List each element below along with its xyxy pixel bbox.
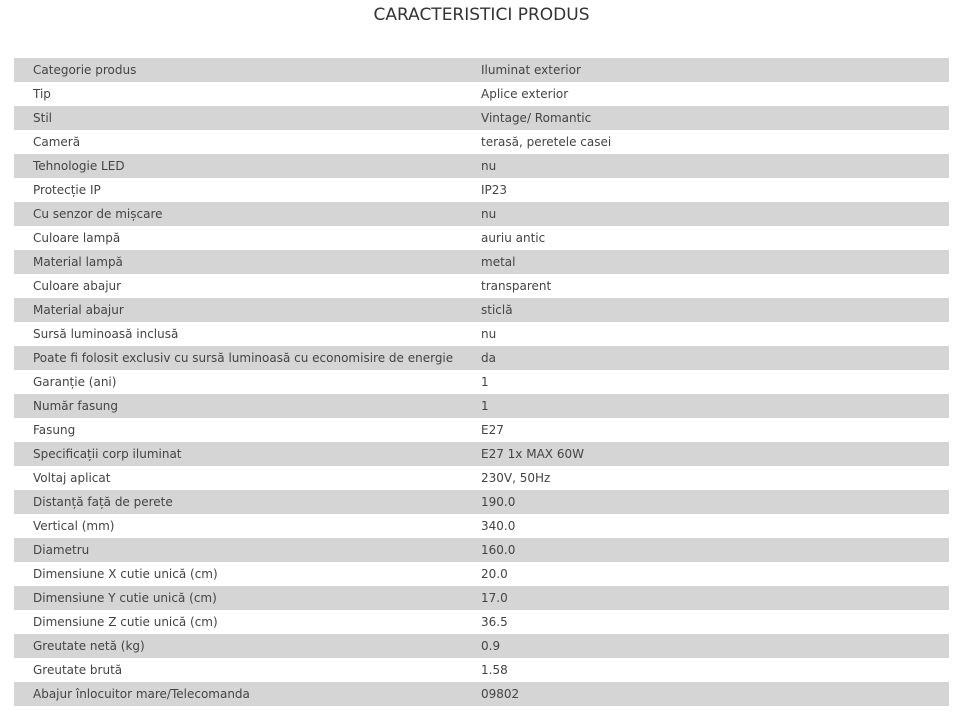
- spec-row: [14, 250, 949, 274]
- spec-value: transparent: [481, 279, 552, 293]
- spec-value: auriu antic: [481, 231, 546, 245]
- spec-label: Dimensiune Z cutie unică (cm): [33, 615, 218, 629]
- spec-label: Culoare lampă: [33, 231, 121, 245]
- spec-label: Dimensiune X cutie unică (cm): [33, 567, 218, 581]
- spec-label: Garanție (ani): [33, 375, 117, 389]
- spec-row: [14, 178, 949, 202]
- spec-value: 1.58: [481, 663, 508, 677]
- spec-row: [14, 514, 949, 538]
- spec-value: 0.9: [481, 639, 501, 653]
- spec-value: nu: [481, 327, 497, 341]
- spec-row: [14, 658, 949, 682]
- spec-value: sticlă: [481, 303, 513, 317]
- spec-row: [14, 322, 949, 346]
- spec-label: Specificații corp iluminat: [33, 447, 182, 461]
- spec-value: E27: [481, 423, 504, 437]
- spec-row: [14, 226, 949, 250]
- spec-value: IP23: [481, 183, 508, 197]
- spec-label: Material lampă: [33, 255, 123, 269]
- spec-row: [14, 538, 949, 562]
- spec-value: Iluminat exterior: [481, 63, 581, 77]
- spec-value: 1: [481, 399, 489, 413]
- spec-value: E27 1x MAX 60W: [481, 447, 584, 461]
- spec-label: Cu senzor de mișcare: [33, 207, 163, 221]
- spec-label: Număr fasung: [33, 399, 119, 413]
- spec-label: Tehnologie LED: [33, 159, 125, 173]
- spec-label: Stil: [33, 111, 52, 125]
- spec-value: 20.0: [481, 567, 508, 581]
- spec-label: Greutate brută: [33, 663, 123, 677]
- spec-label: Dimensiune Y cutie unică (cm): [33, 591, 217, 605]
- spec-label: Distanță față de perete: [33, 495, 173, 509]
- spec-label: Vertical (mm): [33, 519, 115, 533]
- spec-row: [14, 106, 949, 130]
- spec-row: [14, 346, 949, 370]
- spec-row: [14, 466, 949, 490]
- spec-value: 1: [481, 375, 489, 389]
- spec-label: Categorie produs: [33, 63, 137, 77]
- spec-value: 190.0: [481, 495, 516, 509]
- spec-value: Aplice exterior: [481, 87, 569, 101]
- spec-row: [14, 298, 949, 322]
- spec-value: 17.0: [481, 591, 508, 605]
- spec-value: nu: [481, 159, 497, 173]
- spec-row: [14, 490, 949, 514]
- spec-row: [14, 562, 949, 586]
- spec-value: 340.0: [481, 519, 516, 533]
- spec-value: 230V, 50Hz: [481, 471, 551, 485]
- spec-label: Culoare abajur: [33, 279, 122, 293]
- spec-row: [14, 394, 949, 418]
- spec-label: Protecție IP: [33, 183, 101, 197]
- spec-label: Tip: [33, 87, 51, 101]
- spec-label: Sursă luminoasă inclusă: [33, 327, 179, 341]
- spec-row: [14, 682, 949, 706]
- spec-value: 09802: [481, 687, 520, 701]
- spec-label: Cameră: [33, 135, 81, 149]
- spec-value: terasă, peretele casei: [481, 135, 612, 149]
- spec-label: Poate fi folosit exclusiv cu sursă luminoasă cu economisire de energie: [33, 351, 454, 365]
- spec-label: Greutate netă (kg): [33, 639, 145, 653]
- spec-row: [14, 154, 949, 178]
- spec-label: Abajur înlocuitor mare/Telecomanda: [33, 687, 250, 701]
- spec-label: Voltaj aplicat: [33, 471, 111, 485]
- spec-row: [14, 442, 949, 466]
- spec-row: [14, 130, 949, 154]
- spec-value: 36.5: [481, 615, 508, 629]
- spec-label: Material abajur: [33, 303, 124, 317]
- spec-label: Diametru: [33, 543, 90, 557]
- spec-value: nu: [481, 207, 497, 221]
- spec-label: Fasung: [33, 423, 76, 437]
- spec-row: [14, 274, 949, 298]
- spec-row: [14, 58, 949, 82]
- spec-row: [14, 82, 949, 106]
- spec-row: [14, 418, 949, 442]
- spec-row: [14, 202, 949, 226]
- spec-row: [14, 586, 949, 610]
- page-title: CARACTERISTICI PRODUS: [373, 5, 590, 25]
- specs-table: [14, 58, 949, 706]
- spec-value: 160.0: [481, 543, 516, 557]
- spec-row: [14, 370, 949, 394]
- spec-value: da: [481, 351, 496, 365]
- spec-value: metal: [481, 255, 516, 269]
- spec-row: [14, 634, 949, 658]
- spec-row: [14, 610, 949, 634]
- spec-value: Vintage/ Romantic: [481, 111, 592, 125]
